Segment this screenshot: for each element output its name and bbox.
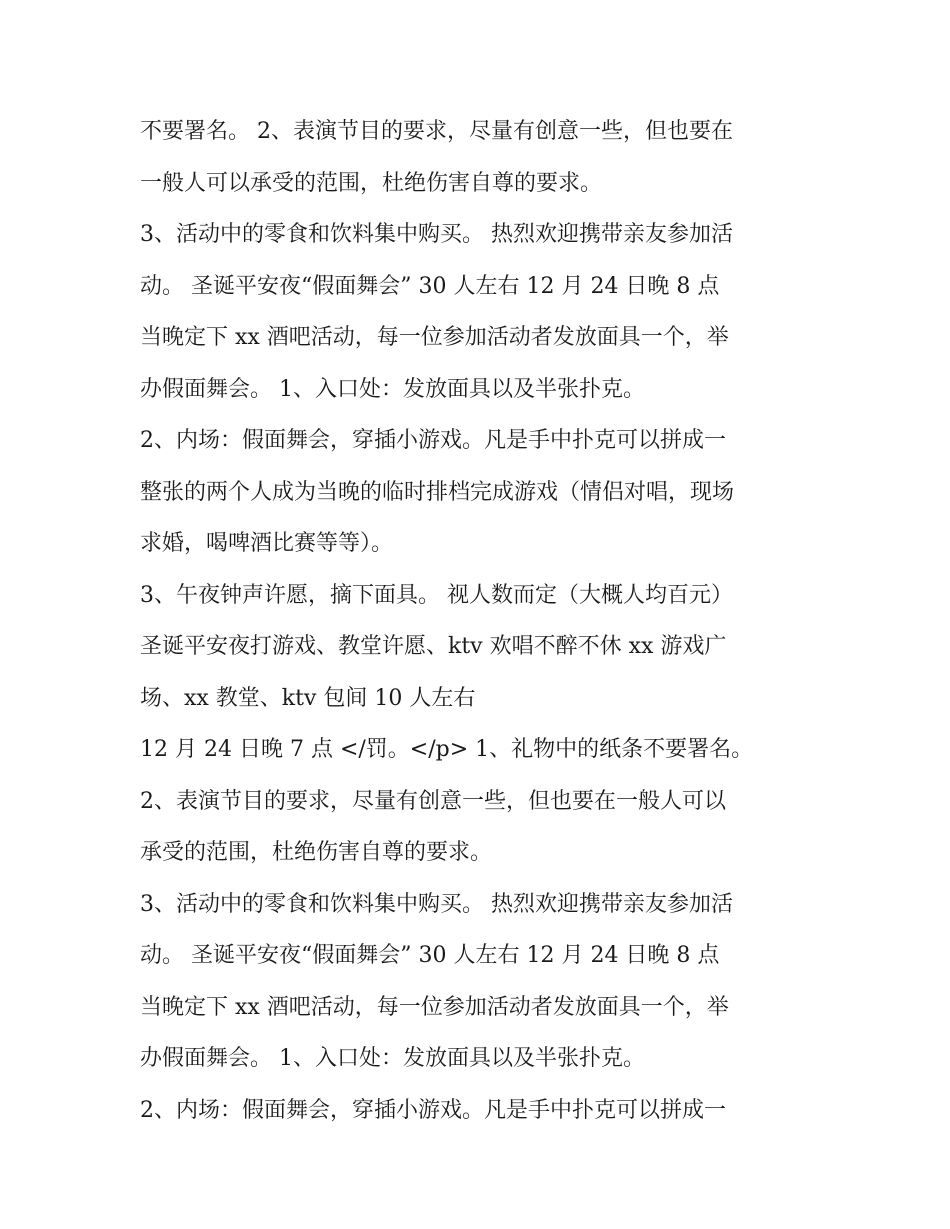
text-line: 当晚定下 xx 酒吧活动，每一位参加活动者发放面具一个，举 xyxy=(140,994,729,1020)
text-line: 场、xx 教堂、ktv 包间 10 人左右 xyxy=(140,685,476,711)
text-line: 3、活动中的零食和饮料集中购买。 热烈欢迎携带亲友参加活 xyxy=(140,891,733,917)
body-text xyxy=(140,106,820,1136)
text-line: 办假面舞会。 1、入口处：发放面具以及半张扑克。 xyxy=(140,1046,645,1071)
text-line: 动。 圣诞平安夜“假面舞会” 30 人左右 12 月 24 日晚 8 点 xyxy=(140,943,720,968)
text-line: 2、内场：假面舞会，穿插小游戏。凡是手中扑克可以拼成一 xyxy=(140,428,726,453)
text-line: 不要署名。 2、表演节目的要求，尽量有创意一些，但也要在 xyxy=(140,119,733,144)
text-line: 2、表演节目的要求，尽量有创意一些，但也要在一般人可以 xyxy=(140,788,726,814)
text-line: 求婚，喝啤酒比赛等等）。 xyxy=(140,531,394,556)
text-line: 承受的范围，杜绝伤害自尊的要求。 xyxy=(140,840,493,865)
text-line: 3、活动中的零食和饮料集中购买。 热烈欢迎携带亲友参加活 xyxy=(140,222,733,247)
text-line: 当晚定下 xx 酒吧活动，每一位参加活动者发放面具一个，举 xyxy=(140,325,729,350)
text-line: 整张的两个人成为当晚的临时排档完成游戏（情侣对唱，现场 xyxy=(140,479,735,505)
text-line: 动。 圣诞平安夜“假面舞会” 30 人左右 12 月 24 日晚 8 点 xyxy=(140,273,720,299)
text-line: 一般人可以承受的范围，杜绝伤害自尊的要求。 xyxy=(140,170,603,196)
text-line: 办假面舞会。 1、入口处：发放面具以及半张扑克。 xyxy=(140,376,645,402)
text-line: 3、午夜钟声许愿，摘下面具。 视人数而定（大概人均百元） xyxy=(140,582,733,608)
text-line: 2、内场：假面舞会，穿插小游戏。凡是手中扑克可以拼成一 xyxy=(140,1097,726,1123)
text-line: 圣诞平安夜打游戏、教堂许愿、ktv 欢唱不醉不休 xx 游戏广 xyxy=(140,634,727,659)
text-line: 12 月 24 日晚 7 点 </罚。</p> 1、礼物中的纸条不要署名。 xyxy=(140,737,754,762)
